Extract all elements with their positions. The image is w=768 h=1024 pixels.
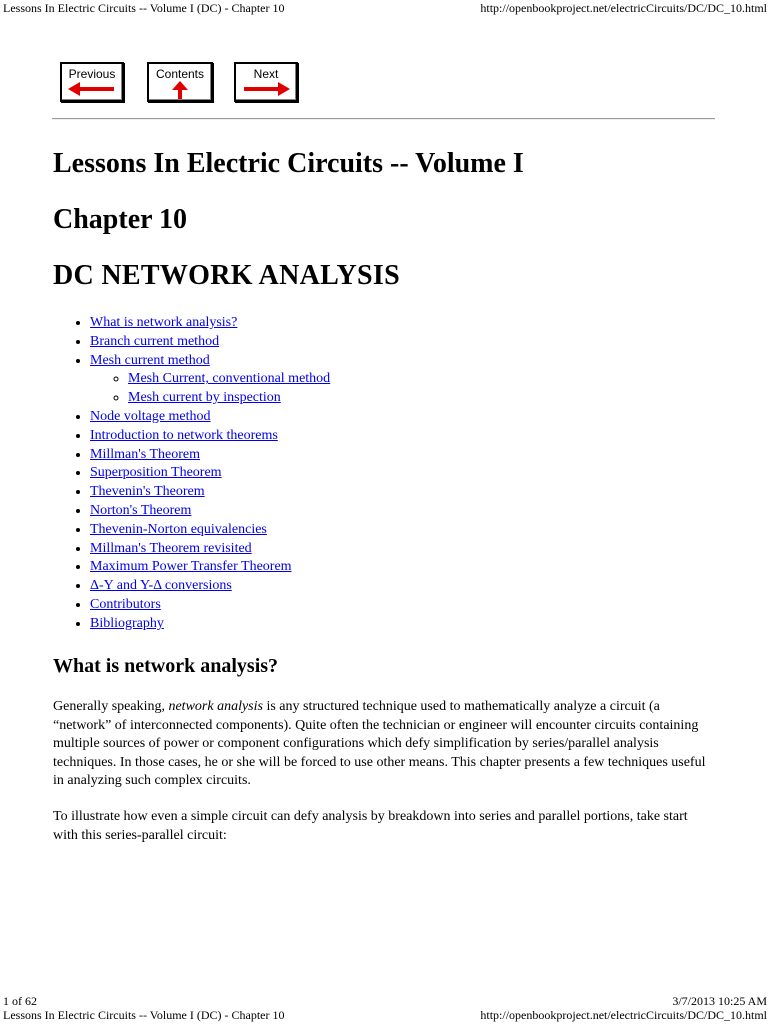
- toc-item: [90, 464, 330, 483]
- next-label: Next: [253, 67, 279, 81]
- right-arrow-icon: [236, 79, 296, 99]
- toc-link-delta-y[interactable]: Δ-Y and Y-Δ conversions: [90, 578, 232, 594]
- toc-item: [90, 540, 330, 559]
- section-title: What is network analysis?: [53, 655, 279, 677]
- next-button[interactable]: [234, 62, 298, 102]
- toc-item: [90, 483, 330, 502]
- contents-button[interactable]: [147, 62, 213, 102]
- intro-rest: is any structured technique used to mathematically analyze a circuit (a “network” of interconnected components). Quite often the technician or engineer will encounter circuits containing multiple sources of power or component configurations which defy simplification by series/parallel analysis techniques. In those cases, he or she will be forced to use other means. This chapter presents a few techniques useful in analyzing such complex circuits.: [53, 699, 706, 789]
- toc-item: [90, 352, 330, 408]
- book-title: Lessons In Electric Circuits -- Volume I: [53, 148, 524, 179]
- print-header-title: Lessons In Electric Circuits -- Volume I (DC) - Chapter 10: [3, 1, 285, 15]
- toc-link-node-voltage[interactable]: Node voltage method: [90, 408, 211, 424]
- chapter-topic: DC NETWORK ANALYSIS: [53, 260, 400, 291]
- toc-sublist: [90, 370, 330, 408]
- toc-item: [90, 521, 330, 540]
- toc-link-contributors[interactable]: Contributors: [90, 596, 161, 612]
- toc-item: [90, 333, 330, 352]
- toc-link-mesh-current[interactable]: Mesh current method: [90, 352, 210, 368]
- toc-subitem: [128, 389, 330, 408]
- toc-link-network-analysis[interactable]: What is network analysis?: [90, 315, 238, 330]
- toc-link-millman[interactable]: Millman's Theorem: [90, 446, 200, 462]
- toc-link-max-power[interactable]: Maximum Power Transfer Theorem: [90, 559, 292, 575]
- toc-item: [90, 502, 330, 521]
- print-footer-title: Lessons In Electric Circuits -- Volume I (DC) - Chapter 10: [3, 1008, 285, 1022]
- toc-link-mesh-conventional[interactable]: Mesh Current, conventional method: [128, 371, 331, 387]
- toc-item: [90, 427, 330, 446]
- toc-item: [90, 596, 330, 615]
- table-of-contents: [53, 314, 330, 634]
- toc-link-thevenin[interactable]: Thevenin's Theorem: [90, 484, 205, 500]
- intro-lead: Generally speaking,: [53, 699, 169, 714]
- toc-link-thevenin-norton[interactable]: Thevenin-Norton equivalencies: [90, 521, 267, 537]
- toc-link-branch-current[interactable]: Branch current method: [90, 333, 220, 349]
- contents-label: Contents: [155, 67, 205, 81]
- toc-item: [90, 577, 330, 596]
- toc-item: [90, 558, 330, 577]
- print-header-url: http://openbookproject.net/electricCircuits/DC/DC_10.html: [480, 1, 767, 15]
- toc-item: [90, 408, 330, 427]
- chapter-title: Chapter 10: [53, 204, 188, 235]
- toc-link-norton[interactable]: Norton's Theorem: [90, 502, 192, 518]
- toc-link-network-theorems[interactable]: Introduction to network theorems: [90, 427, 278, 443]
- previous-label: Previous: [68, 67, 116, 81]
- toc-link-superposition[interactable]: Superposition Theorem: [90, 465, 222, 481]
- illustration-paragraph: To illustrate how even a simple circuit can defy analysis by breakdown into series and parallel portions, take start with this series-parallel circuit:: [53, 809, 688, 843]
- print-datetime: 3/7/2013 10:25 AM: [672, 994, 767, 1008]
- intro-term: network analysis: [168, 699, 263, 714]
- toc-link-mesh-inspection[interactable]: Mesh current by inspection: [128, 390, 281, 406]
- page-count: 1 of 62: [3, 994, 37, 1008]
- toc-item: [90, 446, 330, 465]
- toc-subitem: [128, 370, 330, 389]
- toc-link-bibliography[interactable]: Bibliography: [90, 615, 164, 631]
- intro-paragraph: [53, 698, 713, 791]
- up-arrow-icon: [149, 79, 211, 99]
- previous-button[interactable]: [60, 62, 124, 102]
- toc-item: [90, 615, 330, 634]
- toc-link-millman-revisited[interactable]: Millman's Theorem revisited: [90, 540, 252, 556]
- divider: [52, 118, 715, 120]
- print-footer-url: http://openbookproject.net/electricCircuits/DC/DC_10.html: [480, 1008, 767, 1022]
- left-arrow-icon: [62, 79, 122, 99]
- toc-item: [90, 314, 330, 333]
